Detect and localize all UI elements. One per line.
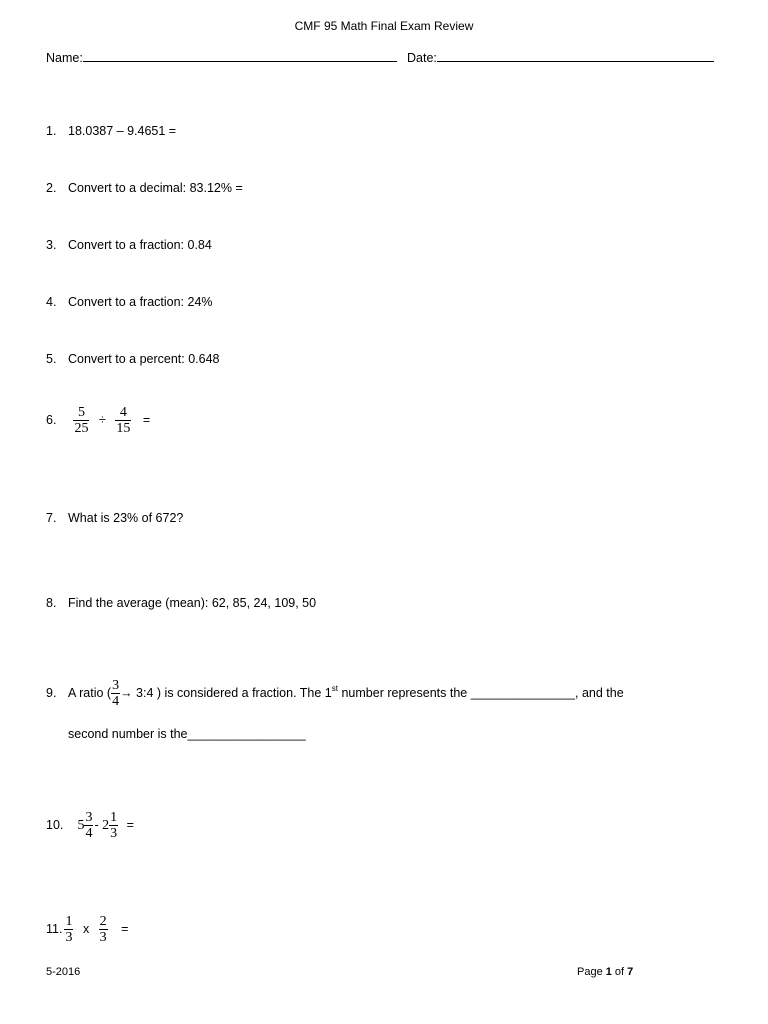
question-6: 6. $\frac{5}{25}$ ÷ $\frac{4}{15}$ = <box>46 405 151 436</box>
name-label: Name: <box>46 51 83 65</box>
answer-blank: _______________ <box>470 685 575 700</box>
fraction: $\frac{3}{4}$ <box>112 678 120 709</box>
fraction: $\frac{1}{3}$ <box>110 810 118 841</box>
date-blank <box>437 49 714 62</box>
question-7: 7. What is 23% of 672? <box>46 511 184 525</box>
question-10: 10. 5 $\frac{3}{4}$ - 2 $\frac{1}{3}$ = <box>46 810 134 841</box>
arrow-icon: → <box>120 685 133 700</box>
question-1: 1. 18.0387 – 9.4651 = <box>46 124 177 138</box>
footer-date: 5-2016 <box>46 966 81 978</box>
question-8: 8. Find the average (mean): 62, 85, 24, 109, 50 <box>46 596 317 610</box>
name-row <box>46 49 397 65</box>
name-blank <box>83 49 397 62</box>
page-title: CMF 95 Math Final Exam Review <box>294 19 474 33</box>
page-number: Page 1 of 7 <box>577 966 634 978</box>
fraction: $\frac{4}{15}$ <box>116 405 131 436</box>
date-row <box>407 49 714 65</box>
fraction: $\frac{2}{3}$ <box>99 914 107 945</box>
answer-blank: _________________ <box>187 727 306 741</box>
question-2: 2. Convert to a decimal: 83.12% = <box>46 181 243 195</box>
fraction: $\frac{5}{25}$ <box>74 405 89 436</box>
fraction: $\frac{1}{3}$ <box>65 914 73 945</box>
question-4: 4. Convert to a fraction: 24% <box>46 295 213 309</box>
question-3: 3. Convert to a fraction: 0.84 <box>46 238 212 252</box>
date-label: Date: <box>407 51 437 65</box>
question-5: 5. Convert to a percent: 0.648 <box>46 352 220 366</box>
fraction: $\frac{3}{4}$ <box>85 810 93 841</box>
question-11: 11. $\frac{1}{3}$ x $\frac{2}{3}$ = <box>46 914 129 945</box>
question-9-line-2: second number is the_________________ <box>68 727 306 741</box>
question-9: 9. A ratio ( $\frac{3}{4}$ → 3:4 ) is considered a fraction. The 1st number represents the _______________, and the <box>46 678 624 709</box>
